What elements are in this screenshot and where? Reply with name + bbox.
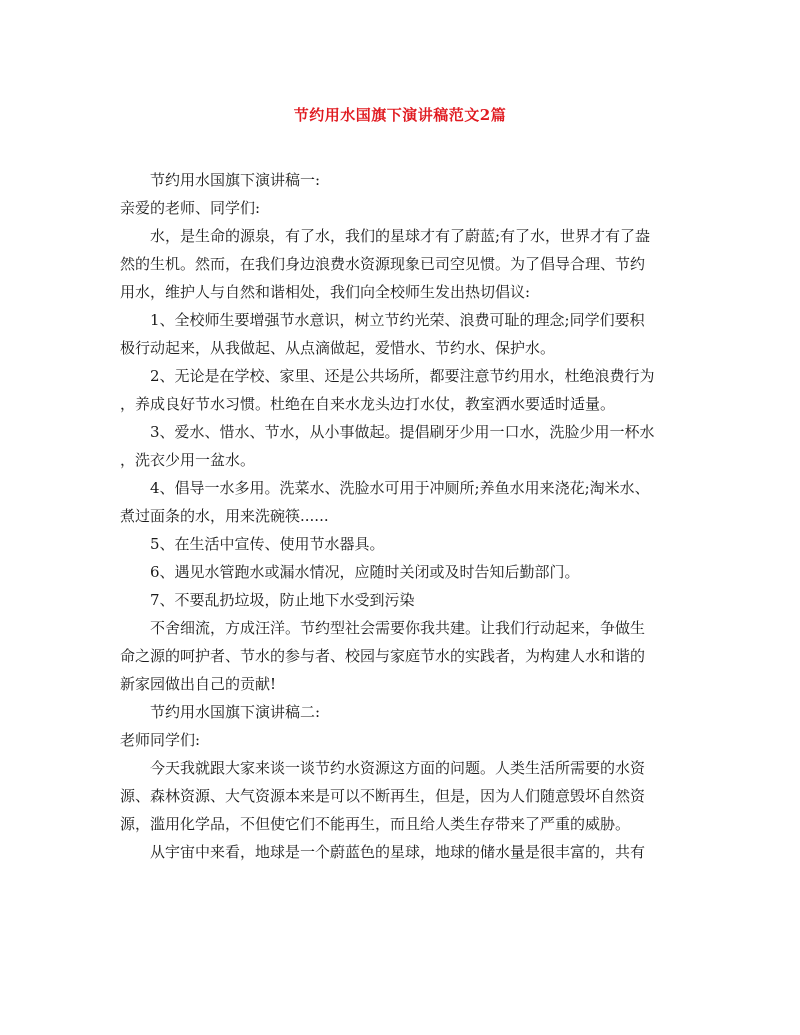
paragraph-line: 从宇宙中来看，地球是一个蔚蓝色的星球，地球的储水量是很丰富的，共有 [150,843,646,861]
paragraph-line: 水，是生命的源泉，有了水，我们的星球才有了蔚蓝;有了水，世界才有了盎 [150,227,651,245]
paragraph-line: 5、在生活中宣传、使用节水器具。 [150,535,385,553]
document-title: 节约用水国旗下演讲稿范文2篇 [293,106,507,124]
document-body [120,166,682,866]
paragraph [120,558,682,586]
paragraph [120,698,682,726]
paragraph-line: 亲爱的老师、同学们: [120,199,261,217]
paragraph-line: ，养成良好节水习惯。杜绝在自来水龙头边打水仗，教室洒水要适时适量。 [120,395,616,413]
paragraph [120,614,682,698]
paragraph [120,194,682,222]
paragraph-line: 4、倡导一水多用。洗菜水、洗脸水可用于冲厕所;养鱼水用来浇花;淘米水、 [150,479,650,497]
paragraph-line: 3、爱水、惜水、节水，从小事做起。提倡刷牙少用一口水，洗脸少用一杯水 [150,423,655,441]
paragraph-line: 不舍细流，方成汪洋。节约型社会需要你我共建。让我们行动起来，争做生 [150,619,646,637]
paragraph-line: 新家园做出自己的贡献! [120,675,277,693]
paragraph [120,362,682,418]
paragraph [120,754,682,838]
paragraph [120,306,682,362]
paragraph-line: 源，滥用化学品，不但使它们不能再生，而且给人类生存带来了严重的威胁。 [120,815,631,833]
paragraph [120,726,682,754]
paragraph-line: 今天我就跟大家来谈一谈节约水资源这方面的问题。人类生活所需要的水资 [150,759,646,777]
paragraph-line: 命之源的呵护者、节水的参与者、校园与家庭节水的实践者，为构建人水和谐的 [120,647,646,665]
paragraph [120,222,682,306]
paragraph-line: 7、不要乱扔垃圾，防止地下水受到污染 [150,591,415,609]
paragraph [120,474,682,530]
paragraph [120,586,682,614]
paragraph-line: 节约用水国旗下演讲稿二: [150,703,321,721]
paragraph-line: 煮过面条的水，用来洗碗筷...... [120,507,329,525]
paragraph-line: 用水，维护人与自然和谐相处，我们向全校师生发出热切倡议: [120,283,531,301]
paragraph [120,166,682,194]
paragraph [120,530,682,558]
paragraph-line: 节约用水国旗下演讲稿一: [150,171,321,189]
paragraph-line: 然的生机。然而，在我们身边浪费水资源现象已司空见惯。为了倡导合理、节约 [120,255,646,273]
paragraph-line: 老师同学们: [120,731,201,749]
paragraph-line: ，洗衣少用一盆水。 [120,451,256,469]
paragraph-line: 极行动起来，从我做起、从点滴做起，爱惜水、节约水、保护水。 [120,339,556,357]
paragraph-line: 6、遇见水管跑水或漏水情况，应随时关闭或及时告知后勤部门。 [150,563,580,581]
paragraph [120,838,682,866]
paragraph-line: 源、森林资源、大气资源本来是可以不断再生，但是，因为人们随意毁坏自然资 [120,787,646,805]
paragraph [120,418,682,474]
paragraph-line: 2、无论是在学校、家里、还是公共场所，都要注意节约用水，杜绝浪费行为 [150,367,655,385]
paragraph-line: 1、全校师生要增强节水意识，树立节约光荣、浪费可耻的理念;同学们要积 [150,311,645,329]
